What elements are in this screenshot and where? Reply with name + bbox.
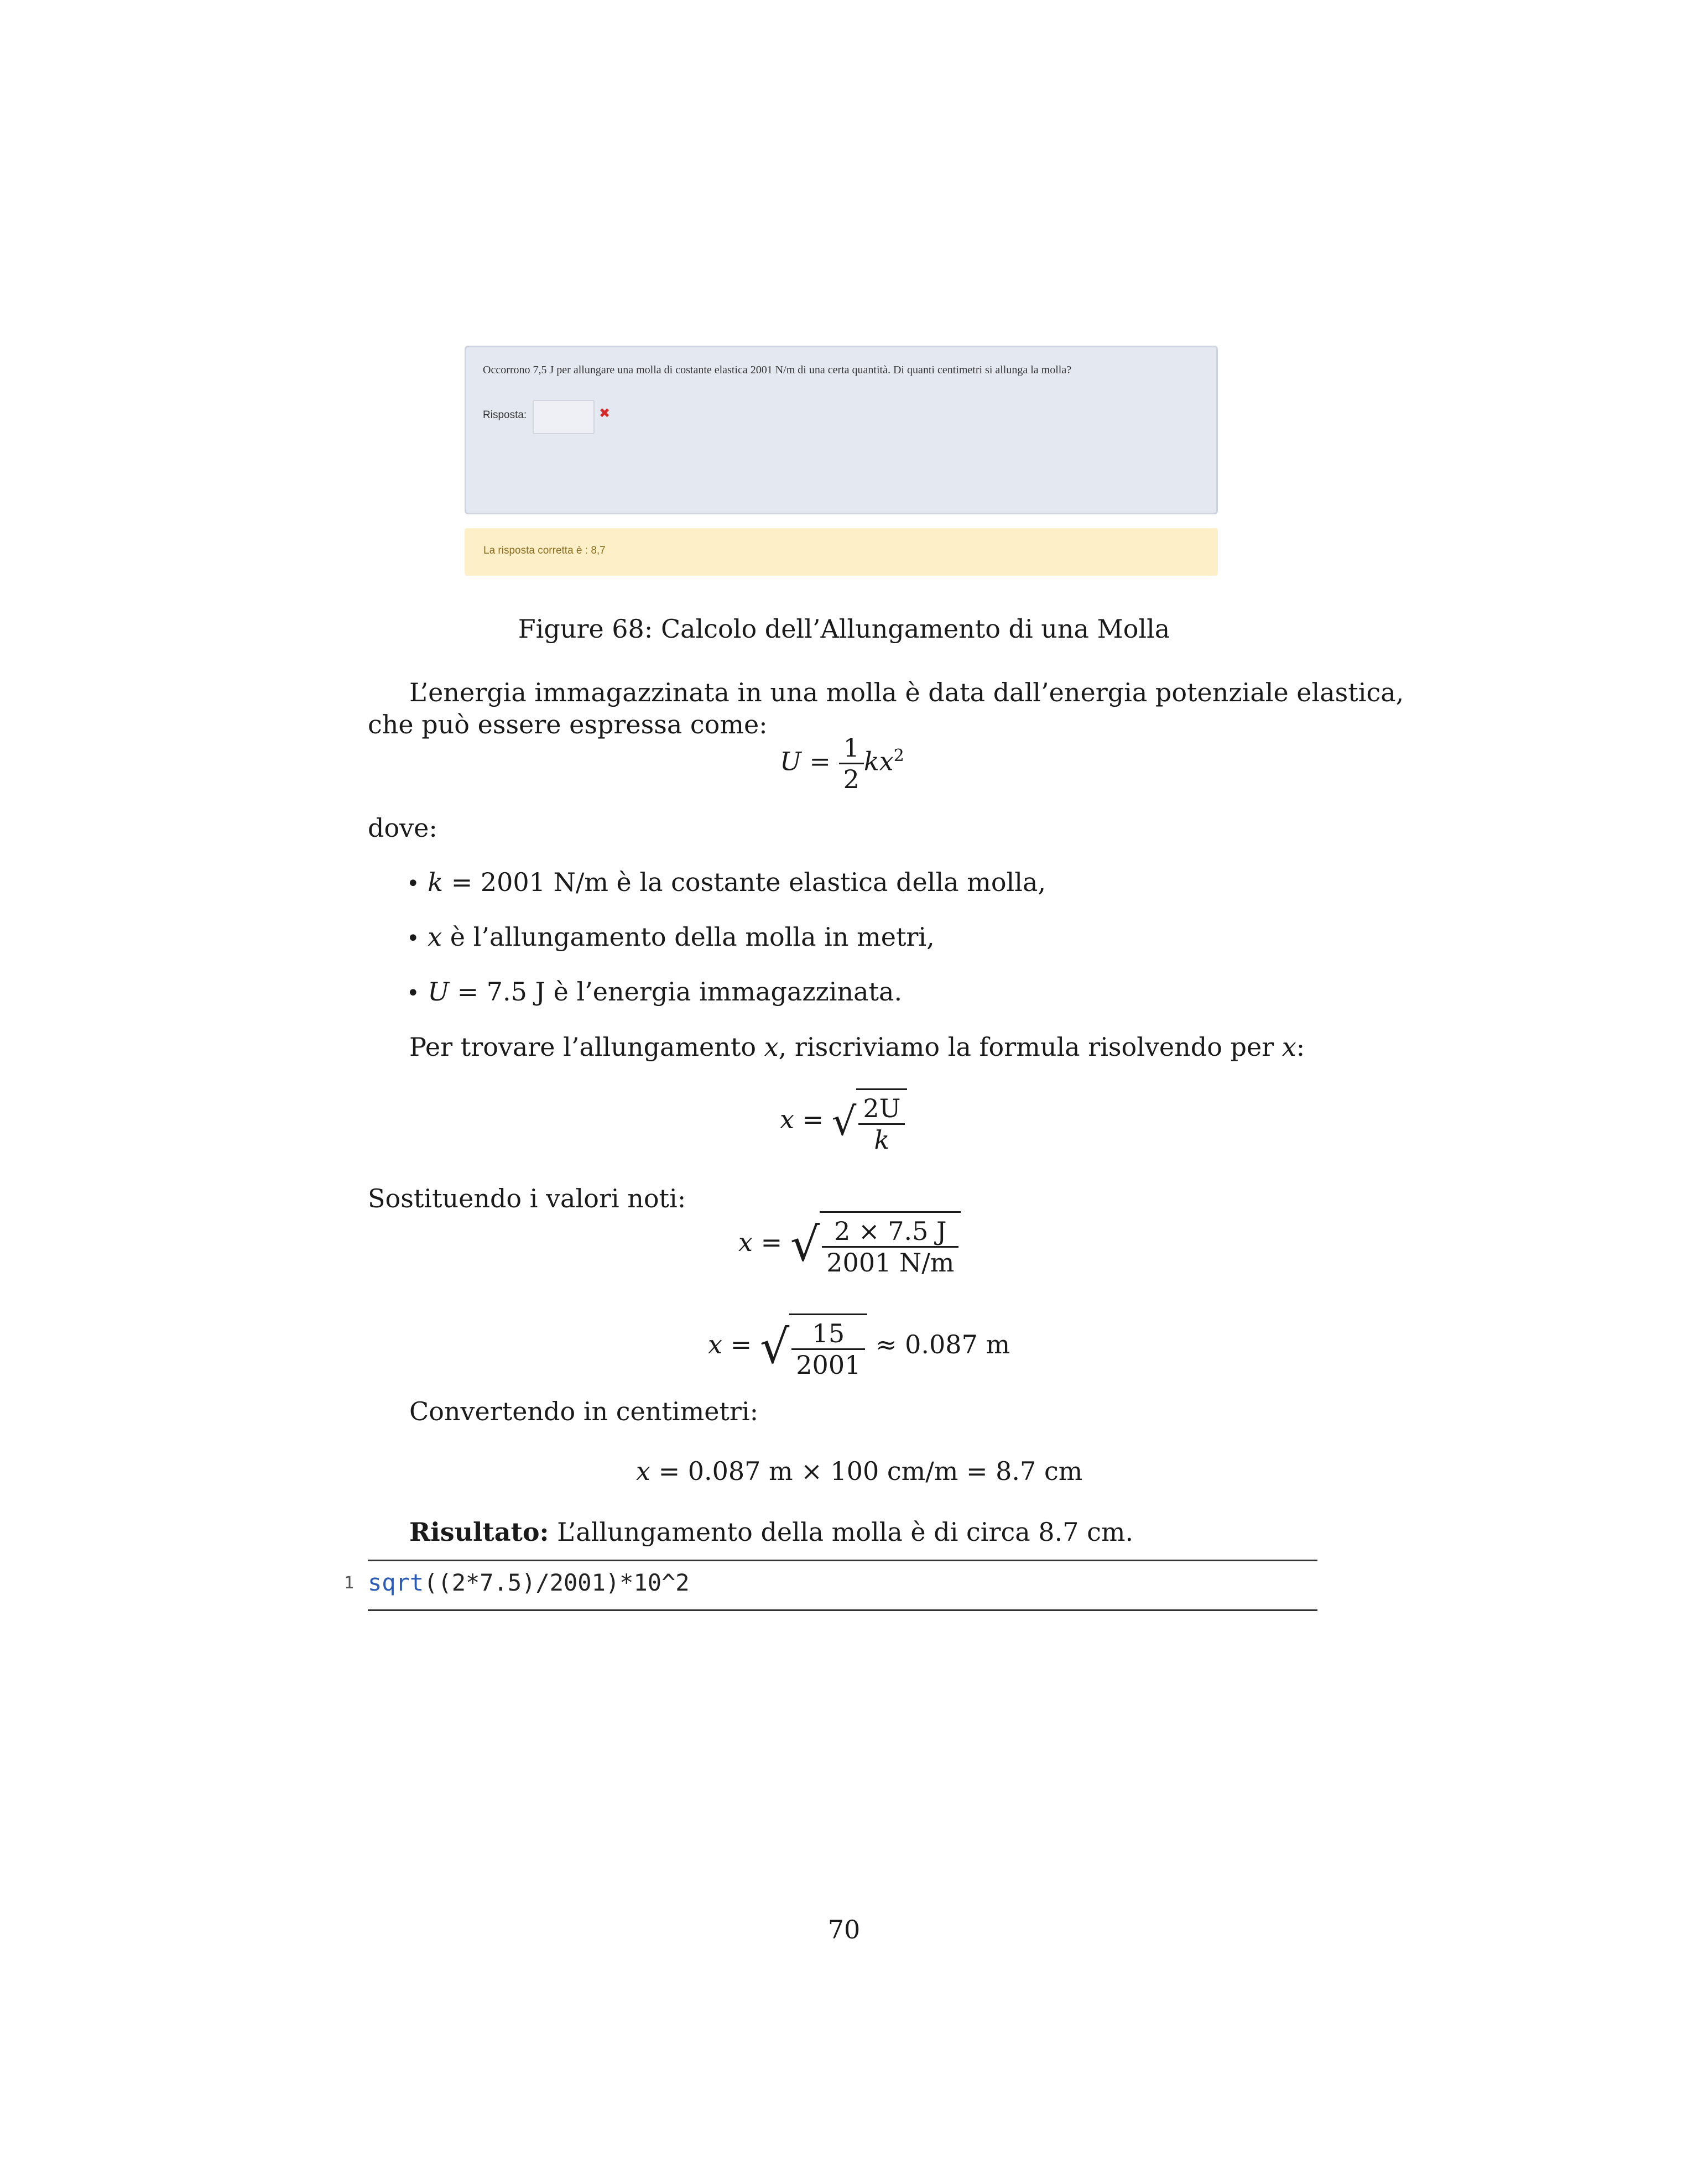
fraction-denominator: 2 [839, 763, 864, 794]
intro-line-1: L’energia immagazzinata in una molla è data dall’energia potenziale elastica, [409, 677, 1404, 707]
fraction-denominator: 2001 [791, 1348, 865, 1380]
figure-caption: Figure 68: Calcolo dell’Allungamento di una Molla [518, 614, 1170, 644]
code-rest: ((2*7.5)/2001)*10^2 [424, 1569, 690, 1596]
formula-eq: = [809, 746, 831, 776]
radicand [820, 1211, 961, 1278]
find-text-part: Per trovare l’allungamento [409, 1032, 757, 1062]
quiz-question: Occorrono 7,5 J per allungare una molla di costante elastica 2001 N/m di una certa quantità. Di quanti centimetri si allunga la molla? [483, 364, 1072, 376]
sqrt-icon: √ [790, 1217, 820, 1271]
bullet-icon: • [407, 926, 420, 951]
fraction-numerator: 1 [843, 733, 859, 763]
formula-fraction [839, 733, 864, 794]
list-item [407, 867, 1046, 897]
formula-fraction [791, 1318, 865, 1380]
page-number: 70 [827, 1915, 861, 1945]
formula-rhs: = 0.087 m × 100 cm/m = 8.7 cm [658, 1456, 1083, 1486]
quiz-panel [465, 346, 1218, 514]
answer-label: Risposta: [483, 409, 527, 421]
formula-energy [780, 733, 904, 794]
list-item [407, 922, 935, 952]
dove-label: dove: [368, 813, 437, 843]
formula-lhs: x [636, 1456, 650, 1486]
code-line [368, 1569, 690, 1596]
formula-result-m [708, 1313, 1010, 1380]
formula-approx-result: ≈ 0.087 m [875, 1330, 1010, 1359]
bullet-icon: • [407, 981, 420, 1006]
result-text: L’allungamento della molla è di circa 8.7 cm. [549, 1517, 1134, 1547]
formula-lhs: x [708, 1330, 722, 1359]
code-function: sqrt [368, 1569, 424, 1596]
fraction-numerator: 2U [863, 1093, 901, 1123]
formula-eq: = [802, 1104, 824, 1134]
formula-lhs: x [738, 1227, 753, 1257]
fraction-numerator: 15 [812, 1318, 845, 1348]
formula-sqrt [780, 1088, 907, 1155]
formula-rhs: kx [863, 746, 894, 776]
bullet-var: k [428, 867, 444, 897]
find-text-end: : [1296, 1032, 1305, 1062]
formula-eq: = [730, 1330, 752, 1359]
bullet-var: U [428, 977, 449, 1007]
find-text-part: , riscriviamo la formula risolvendo per [778, 1032, 1274, 1062]
fraction-numerator: 2 × 7.5 J [834, 1216, 947, 1246]
formula-fraction [822, 1216, 958, 1278]
find-var: x [764, 1032, 779, 1062]
feedback-banner [465, 528, 1218, 576]
formula-substitution [738, 1211, 961, 1278]
converting-text: Convertendo in centimetri: [409, 1396, 759, 1426]
code-rule-bottom [368, 1609, 1317, 1611]
x-icon: ✖ [599, 405, 611, 421]
formula-conversion [636, 1456, 1082, 1486]
bullet-var: x [428, 922, 442, 952]
radicand [856, 1088, 907, 1155]
result-line [409, 1517, 1133, 1547]
sqrt-icon: √ [759, 1320, 790, 1374]
feedback-text: La risposta corretta è : 8,7 [483, 545, 606, 556]
formula-eq: = [760, 1227, 783, 1257]
formula-lhs: U [780, 746, 801, 776]
fraction-denominator: 2001 N/m [822, 1246, 958, 1278]
code-line-number: 1 [344, 1573, 355, 1593]
find-text [409, 1032, 1305, 1062]
intro-line-2: che può essere espressa come: [368, 710, 768, 739]
radicand [789, 1313, 867, 1380]
formula-fraction [858, 1093, 905, 1155]
result-label: Risultato: [409, 1517, 549, 1547]
formula-lhs: x [780, 1104, 794, 1134]
code-rule-top [368, 1560, 1317, 1561]
bullet-text: è l’allungamento della molla in metri, [450, 922, 935, 952]
list-item [407, 977, 902, 1007]
bullet-text: = 7.5 J è l’energia immagazzinata. [457, 977, 903, 1007]
fraction-denominator: k [858, 1123, 905, 1155]
substituting-text: Sostituendo i valori noti: [368, 1184, 686, 1213]
answer-input[interactable] [533, 400, 595, 434]
sqrt-icon: √ [831, 1099, 857, 1144]
bullet-text: = 2001 N/m è la costante elastica della molla, [451, 867, 1046, 897]
find-var: x [1281, 1032, 1296, 1062]
bullet-icon: • [407, 871, 420, 896]
formula-exponent: 2 [893, 746, 904, 766]
